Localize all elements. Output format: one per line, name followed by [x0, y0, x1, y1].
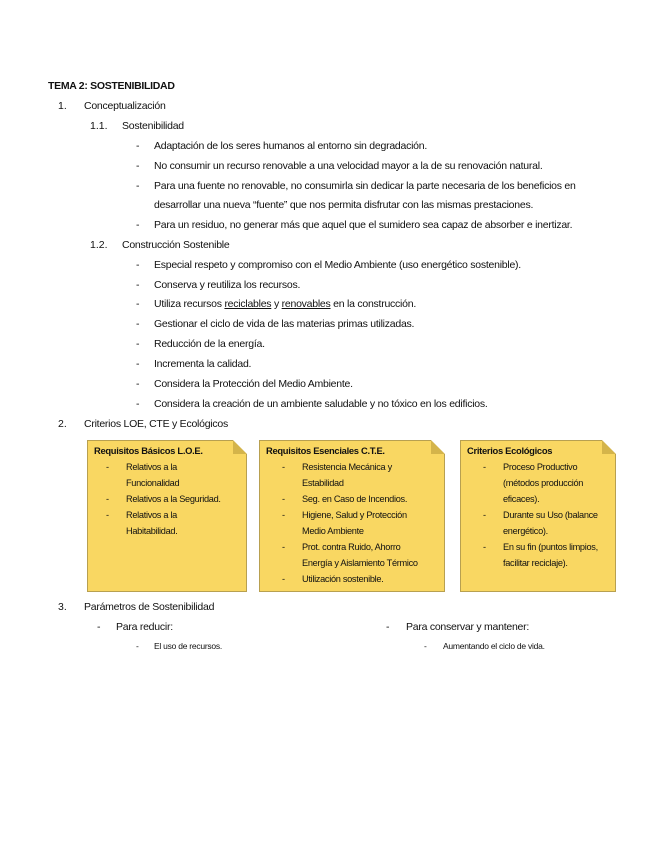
bullet-dash: - — [136, 318, 140, 330]
bullet-dash: - — [106, 510, 109, 520]
list-item: Considera la Protección del Medio Ambiente. — [154, 378, 353, 390]
list-item: Adaptación de los seres humanos al entorno sin degradación. — [154, 140, 428, 152]
box-heading: Requisitos Básicos L.O.E. — [94, 445, 203, 456]
box-item: Relativos a la — [126, 510, 177, 520]
box-item-continuation: eficaces). — [503, 494, 540, 504]
box-item: Relativos a la Seguridad. — [126, 494, 221, 504]
box-heading: Requisitos Esenciales C.T.E. — [266, 445, 385, 456]
bullet-dash: - — [136, 338, 140, 350]
box-item: Seg. en Caso de Incendios. — [302, 494, 408, 504]
box-item: Resistencia Mecánica y — [302, 462, 392, 472]
bullet-dash: - — [136, 140, 140, 152]
folded-corner — [431, 440, 445, 454]
bullet-dash: - — [136, 279, 140, 291]
bullet-dash: - — [282, 542, 285, 552]
box-item-continuation: Funcionalidad — [126, 478, 180, 488]
bullet-dash: - — [136, 398, 140, 410]
subsection-number: 1.2. — [90, 239, 108, 251]
box-item: Prot. contra Ruido, Ahorro — [302, 542, 401, 552]
bullet-dash: - — [136, 641, 139, 651]
section-heading: Parámetros de Sostenibilidad — [84, 601, 215, 613]
bullet-dash: - — [106, 494, 109, 504]
box-item-continuation: Medio Ambiente — [302, 526, 364, 536]
list-item: Gestionar el ciclo de vida de las materias primas utilizadas. — [154, 318, 415, 330]
box-item: En su fin (puntos limpios, — [503, 542, 598, 552]
section-number: 1. — [58, 100, 67, 112]
box-item-continuation: Energía y Aislamiento Térmico — [302, 558, 418, 568]
box-heading: Criterios Ecológicos — [467, 445, 553, 456]
box-item: Higiene, Salud y Protección — [302, 510, 407, 520]
parameter-label: Para reducir: — [116, 621, 173, 633]
list-item: Reducción de la energía. — [154, 338, 265, 350]
bullet-dash: - — [136, 219, 140, 231]
bullet-dash: - — [282, 494, 285, 504]
box-item-continuation: (métodos producción — [503, 478, 584, 488]
bullet-dash: - — [282, 574, 285, 584]
note-box-loe — [87, 440, 247, 592]
bullet-dash: - — [136, 358, 140, 370]
list-item: Conserva y reutiliza los recursos. — [154, 279, 301, 291]
bullet-dash: - — [136, 180, 140, 192]
bullet-dash: - — [282, 510, 285, 520]
bullet-dash: - — [483, 510, 486, 520]
bullet-dash: - — [136, 160, 140, 172]
subsection-number: 1.1. — [90, 120, 108, 132]
box-item: Relativos a la — [126, 462, 177, 472]
bullet-dash: - — [483, 462, 486, 472]
parameter-item: El uso de recursos. — [154, 641, 223, 651]
folded-corner — [602, 440, 616, 454]
box-item: Durante su Uso (balance — [503, 510, 598, 520]
note-box-ecologicos — [460, 440, 616, 592]
note-box-cte — [259, 440, 445, 592]
bullet-dash: - — [136, 378, 140, 390]
bullet-dash: - — [136, 298, 140, 310]
bullet-dash: - — [282, 462, 285, 472]
box-item-continuation: Habitabilidad. — [126, 526, 178, 536]
list-item: Para un residuo, no generar más que aquel que el sumidero sea capaz de absorber e inertizar. — [154, 219, 573, 231]
bullet-dash: - — [386, 621, 390, 633]
section-heading: Criterios LOE, CTE y Ecológicos — [84, 418, 228, 430]
document-title: TEMA 2: SOSTENIBILIDAD — [48, 80, 175, 92]
list-item: Considera la creación de un ambiente saludable y no tóxico en los edificios. — [154, 398, 488, 410]
list-item-continuation: desarrollar una nueva “fuente” que nos permita disfrutar con las mismas prestaciones. — [154, 199, 534, 211]
list-item: No consumir un recurso renovable a una velocidad mayor a la de su renovación natural. — [154, 160, 543, 172]
box-item-continuation: facilitar reciclaje). — [503, 558, 568, 568]
subsection-heading: Construcción Sostenible — [122, 239, 230, 251]
section-number: 2. — [58, 418, 67, 430]
list-item: Especial respeto y compromiso con el Medio Ambiente (uso energético sostenible). — [154, 259, 521, 271]
bullet-dash: - — [424, 641, 427, 651]
section-number: 3. — [58, 601, 67, 613]
bullet-dash: - — [483, 542, 486, 552]
box-item: Utilización sostenible. — [302, 574, 384, 584]
parameter-item: Aumentando el ciclo de vida. — [443, 641, 545, 651]
folded-corner — [233, 440, 247, 454]
bullet-dash: - — [106, 462, 109, 472]
section-heading: Conceptualización — [84, 100, 166, 112]
list-item: Incrementa la calidad. — [154, 358, 252, 370]
subsection-heading: Sostenibilidad — [122, 120, 184, 132]
bullet-dash: - — [97, 621, 101, 633]
list-item: Utiliza recursos reciclables y renovables en la construcción. — [154, 298, 416, 310]
box-item: Proceso Productivo — [503, 462, 578, 472]
box-item-continuation: Estabilidad — [302, 478, 344, 488]
box-item-continuation: energético). — [503, 526, 548, 536]
bullet-dash: - — [136, 259, 140, 271]
parameter-label: Para conservar y mantener: — [406, 621, 530, 633]
list-item: Para una fuente no renovable, no consumirla sin dedicar la parte necesaria de los beneficios en — [154, 180, 576, 192]
